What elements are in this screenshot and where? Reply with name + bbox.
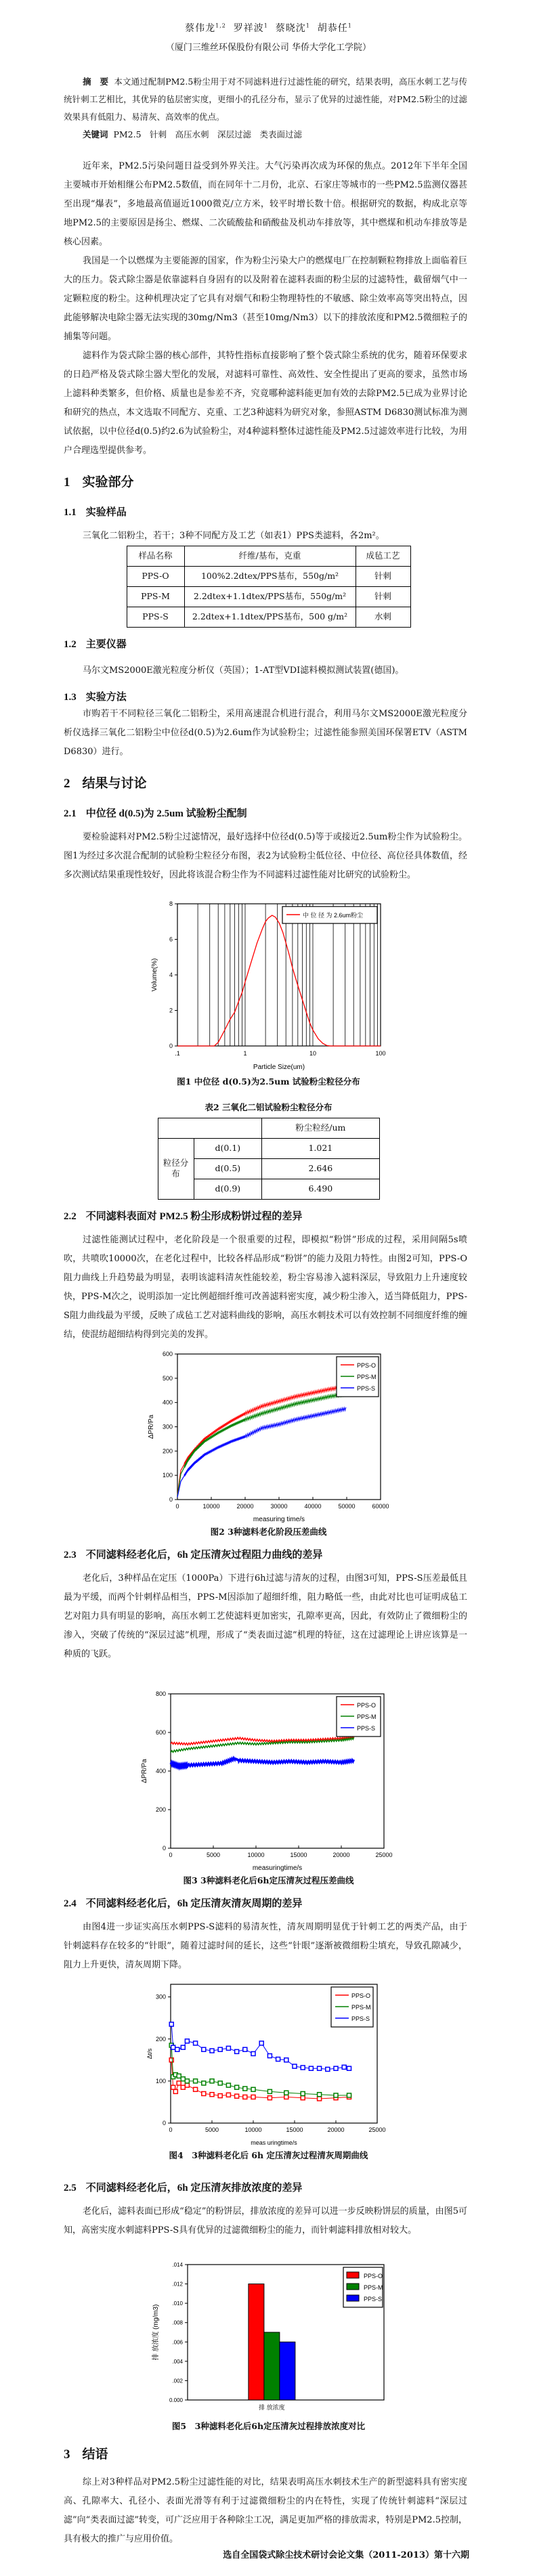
author-affiliation-mark: 1	[347, 22, 352, 28]
legend-label: PPS-M	[351, 2003, 371, 2011]
abstract	[64, 73, 467, 126]
section-2-3-text: 老化后，3种样品在定压（1000Pa）下进行6h过滤与清灰的过程，由图3可知，PPS-S压差最低且最为平缓，而两个针刺样品相当，PPS-M因添加了超细纤维，阻力略低一些，由此对比也可证明成毡工艺对阻力具有明显的影响，高压水刺工艺使滤料更加密实，孔隙率更高，因此，有效防止了微细粉尘的渗入，突破了传统的“深层过滤”机理，形成了“类表面过滤”机理的特征，这在过滤理论上讲应该算是一种质的飞跃。	[64, 1573, 467, 1659]
series-line	[171, 1758, 354, 1767]
section-number: 2.3	[64, 1549, 77, 1560]
data-point	[181, 2045, 185, 2049]
y-tick-label: 500	[162, 1374, 173, 1382]
section-number: 2.2	[64, 1210, 77, 1222]
data-point	[234, 2049, 238, 2053]
data-point	[201, 2091, 205, 2095]
legend-label: PPS-M	[356, 1713, 377, 1720]
y-tick-label: 4	[169, 971, 173, 978]
legend-label: PPS-S	[356, 1384, 375, 1392]
y-axis-label: Δt/s	[146, 2048, 153, 2059]
section-number: 1.2	[64, 638, 77, 650]
author	[185, 23, 226, 34]
table-cell: 针刺	[356, 566, 410, 586]
section-number: 1.1	[64, 506, 77, 518]
y-tick-label: .006	[171, 2338, 183, 2345]
y-tick-label: 300	[155, 1993, 166, 2001]
bar	[248, 2284, 263, 2399]
table-row	[127, 586, 410, 607]
y-tick-label: 0	[169, 1042, 173, 1049]
table-header-row	[127, 546, 410, 566]
x-tick-label: 0	[175, 1502, 179, 1510]
figure-1-caption: 图1 中位径 d(0.5)为2.5um 试验粉尘粒径分布	[177, 1076, 360, 1087]
y-tick-label: 8	[169, 900, 173, 907]
data-point	[226, 2083, 230, 2087]
data-point	[210, 2079, 214, 2083]
y-tick-label: .004	[171, 2358, 183, 2365]
table-cell: 水刺	[356, 607, 410, 627]
section-2-4-text: 由图4进一步证实高压水刺PPS-S滤料的易清灰性，清灰周期明显优于针刺工艺的两类产品，由于针刺滤料存在较多的“针眼”，随着过滤时间的延长，这些“针眼”逐渐被微细粉尘填充，导致孔隙减少，阻力上升更快，清灰周期下降。	[64, 1921, 467, 1970]
y-tick-label: 600	[162, 1350, 173, 1357]
legend-label: PPS-O	[356, 1361, 376, 1369]
series-line	[177, 1393, 346, 1496]
series-line	[171, 2045, 349, 2095]
data-point	[317, 2092, 321, 2096]
data-point	[201, 2047, 205, 2051]
data-point	[334, 2093, 338, 2097]
y-axis-label: 排 放浓度 (mg/m3)	[152, 2304, 160, 2361]
figure-5-caption: 图5 3种滤料老化后6h定压清灰过程排放浓度对比	[171, 2420, 366, 2431]
data-point	[185, 2079, 189, 2083]
abstract-label: 摘 要	[83, 76, 109, 87]
figure-2-caption: 图2 3种滤料老化阶段压差曲线	[210, 1526, 327, 1537]
section-3-text: 综上对3种样品对PM2.5粉尘过滤性能的对比，结果表明高压水刺技术生产的新型滤料具有密实度高、孔隙率大、孔径小、表面光滑等有利于过滤微细粉尘的内在特性，实现了传统针刺滤料“深层过滤”向“类表面过滤”转变，可广泛应用于各种除尘工况，满足更加严格的排放需求，特别是PM2.5控制，具有极大的推广与应用价值。	[64, 2476, 467, 2544]
x-tick-label: 15000	[289, 1851, 307, 1858]
data-point	[234, 2085, 238, 2089]
data-point	[251, 2095, 255, 2099]
section-1-1-text: 三氧化二铝粉尘，若干；3种不同配方及工艺（如表1）PPS类滤料，各2m²。	[83, 530, 385, 541]
intro-paragraph: 我国是一个以燃煤为主要能源的国家，作为粉尘污染大户的燃煤电厂在控制颗粒物排放上面临着巨大的压力。袋式除尘器是依靠滤料自身固有的以及附着在滤料表面的粉尘层的过滤特性，截留烟气中一定颗粒度的粉尘。这种机理决定了它具有对烟气和粉尘物理特性的不敏感、除尘效率高等突出特点，因此能够解决电除尘器无法实现的30mg/Nm3（甚至10mg/Nm3）以下的排放浓度和PM2.5微细粒子的捕集等问题。	[64, 255, 467, 342]
series-line	[177, 915, 381, 1046]
table-header-cell: 纤维/基布，克重	[184, 546, 356, 566]
y-axis-label: ΔPR/Pa	[140, 1758, 148, 1783]
author-affiliation-mark: 1	[263, 22, 268, 28]
author-affiliation-mark: 1	[305, 22, 310, 28]
data-point	[309, 2066, 313, 2070]
legend-label: PPS-S	[356, 1724, 375, 1732]
section-2-5-heading	[64, 2181, 537, 2196]
section-title: 主要仪器	[85, 638, 127, 650]
y-tick-label: 200	[155, 1806, 166, 1813]
x-axis-label: Particle Size(um)	[253, 1063, 305, 1071]
y-tick-label: .010	[171, 2300, 183, 2307]
data-point	[218, 2093, 222, 2097]
data-point	[276, 2057, 280, 2061]
section-title: 结果与讨论	[82, 776, 147, 791]
table-group-label: 粒径分布	[158, 1138, 194, 1199]
legend-label: PPS-S	[363, 2295, 382, 2302]
y-axis-label: Volume(%)	[150, 958, 158, 992]
data-point	[226, 2093, 230, 2097]
y-tick-label: .008	[171, 2319, 183, 2326]
section-title: 不同滤料经老化后，6h 定压清灰清灰周期的差异	[85, 1898, 303, 1909]
data-point	[251, 2051, 255, 2055]
table-row	[158, 1138, 379, 1158]
data-point	[267, 2089, 272, 2093]
table-row	[127, 607, 410, 627]
y-tick-label: 2	[169, 1007, 173, 1014]
table-header-cell: 粉尘粒经/um	[262, 1118, 379, 1138]
section-number: 1	[64, 475, 70, 489]
section-title: 结语	[82, 2447, 108, 2462]
x-tick-label: 20000	[236, 1502, 254, 1510]
x-tick-label: 1	[242, 1049, 247, 1057]
data-point	[181, 2076, 185, 2080]
data-point	[234, 2094, 238, 2098]
table-cell: 2.646	[262, 1158, 379, 1179]
x-axis-label: measuringtime/s	[252, 1864, 302, 1872]
data-point	[218, 2047, 222, 2051]
section-number: 2.4	[64, 1898, 77, 1909]
legend-swatch	[347, 2272, 359, 2278]
data-point	[317, 2066, 321, 2070]
data-point	[267, 2053, 272, 2057]
section-title: 实验部分	[82, 475, 134, 489]
table-row	[127, 566, 410, 586]
y-tick-label: 0.000	[169, 2397, 183, 2403]
x-tick-label: 25000	[368, 2126, 386, 2133]
y-tick-label: .014	[171, 2261, 183, 2268]
section-title: 不同滤料表面对 PM2.5 粉尘形成粉饼过程的差异	[85, 1210, 303, 1222]
table-cell: 100%2.2dtex/PPS基布，550g/m²	[184, 566, 356, 586]
table-cell: PPS-M	[127, 586, 184, 607]
plot-frame	[177, 904, 381, 1046]
data-point	[201, 2081, 205, 2085]
section-title: 中位径 d(0.5)为 2.5um 试验粉尘配制	[85, 808, 247, 819]
x-tick-label: 20000	[326, 2126, 345, 2133]
y-tick-label: 6	[169, 936, 173, 943]
legend-label: PPS-M	[356, 1373, 377, 1380]
section-title: 不同滤料经老化后，6h 定压清灰过程阻力曲线的差异	[85, 1549, 323, 1560]
y-tick-label: 300	[162, 1423, 173, 1431]
table-cell: 针刺	[356, 586, 410, 607]
keywords-label: 关键词	[83, 129, 108, 139]
y-tick-label: .012	[171, 2281, 183, 2288]
series-line	[177, 1407, 346, 1497]
y-tick-label: 400	[155, 1767, 166, 1774]
data-point	[193, 2079, 197, 2083]
table-cell: 2.2dtex+1.1dtex/PPS基布，550g/m²	[184, 586, 356, 607]
section-number: 2	[64, 776, 70, 791]
section-2-2-text: 过滤性能测试过程中，老化阶段是一个很重要的过程，即模拟“粉饼”形成的过程，采用间隔5s喷吹，共喷吹10000次，在老化过程中，比较各样品形成“粉饼”的能力及阻力特性。由图2可知，PPS-O阻力曲线上升趋势最为明显，表明该滤料清灰性能较差，粉尘容易渗入滤料深层，导致阻力上升速度较快，PPS-M次之，说明添加一定比例超细纤维可改善滤料密实度，减少粉尘渗入，适当降低阻力，PPS-S阻力曲线最为平缓，反映了成毡工艺对滤料曲线的影响，高压水刺技术可以有效控制不同细度纤维的缠结，使混纺超细结构得到完美的发挥。	[64, 1234, 467, 1340]
table-cell: 1.021	[262, 1138, 379, 1158]
source-footer: 选自全国袋式除尘技术研讨会论文集（2011-2013）第十六期	[223, 2550, 469, 2560]
section-title: 实验样品	[85, 506, 127, 518]
author	[234, 23, 268, 34]
table-header-cell	[158, 1118, 262, 1138]
data-point	[177, 2081, 181, 2085]
data-point	[185, 2039, 189, 2043]
data-point	[181, 2085, 185, 2089]
y-tick-label: 100	[155, 2077, 166, 2084]
section-2-heading	[64, 775, 537, 793]
table-header-cell: 样品名称	[127, 546, 184, 566]
x-tick-label: 5000	[205, 2126, 219, 2133]
legend-label: PPS-M	[363, 2284, 383, 2291]
y-tick-label: 600	[155, 1728, 166, 1736]
section-number: 2.1	[64, 808, 77, 819]
series-line	[171, 2059, 349, 2098]
data-point	[325, 2067, 329, 2071]
author	[276, 23, 310, 34]
series-line	[171, 2024, 349, 2069]
table-2	[158, 1118, 380, 1200]
data-point	[301, 2091, 305, 2095]
x-tick-label: 15000	[285, 2126, 303, 2133]
y-tick-label: 100	[162, 1471, 173, 1479]
y-tick-label: 0	[162, 1844, 166, 1852]
data-point	[301, 2095, 305, 2099]
data-point	[334, 2066, 338, 2070]
x-axis-label: measuring time/s	[253, 1515, 305, 1523]
section-3-heading	[64, 2446, 537, 2464]
section-1-2-heading	[64, 637, 537, 652]
author-name: 蔡伟龙	[185, 22, 216, 34]
author-name: 蔡晓沈	[275, 22, 306, 34]
x-tick-label: .1	[174, 1049, 180, 1057]
legend-label: PPS-O	[351, 1992, 370, 1999]
y-tick-label: 200	[155, 2035, 166, 2043]
data-point	[175, 2047, 179, 2051]
section-2-3-heading	[64, 1548, 537, 1563]
table-cell: 2.2dtex+1.1dtex/PPS基布，500 g/m²	[184, 607, 356, 627]
data-point	[173, 2089, 177, 2093]
section-2-1-heading	[64, 806, 537, 821]
y-tick-label: 400	[162, 1399, 173, 1406]
y-axis-label: ΔPR/Pa	[147, 1414, 155, 1439]
section-1-2-text: 马尔文MS2000E激光粒度分析仪（英国）；1-AT型VDI滤料模拟测试装置(德国)。	[83, 665, 404, 676]
section-1-3-text: 市购若干不同粒径三氧化二铝粉尘，采用高速混合机进行混合，利用马尔文MS2000E激光粒度分析仪选择三氧化二铝粉尘中位径d(0.5)为2.6um作为试验粉尘；过滤性能参照美国环保署ETV（ASTM D6830）进行。	[64, 708, 467, 757]
x-tick-label: 20000	[332, 1851, 350, 1858]
data-point	[226, 2046, 230, 2050]
data-point	[177, 2074, 181, 2078]
section-2-4-heading	[64, 1896, 537, 1911]
affiliation: （厦门三维丝环保股份有限公司 华侨大学化工学院）	[165, 42, 372, 53]
figure-3-chart	[137, 1688, 401, 1875]
data-point	[193, 2041, 197, 2045]
data-point	[171, 2045, 175, 2049]
data-point	[342, 2065, 346, 2069]
x-tick-label: 10000	[244, 2126, 262, 2133]
table-2-caption: 表2 三氧化二铝试验粉尘粒径分布	[205, 1101, 332, 1112]
x-tick-label: 10	[309, 1049, 316, 1057]
data-point	[185, 2083, 189, 2087]
table-cell: 6.490	[262, 1179, 379, 1199]
data-point	[169, 2022, 173, 2026]
data-point	[242, 2047, 246, 2051]
x-tick-label: 0	[168, 2126, 173, 2133]
x-tick-label: 5000	[206, 1851, 220, 1858]
section-2-5-text: 老化后，滤料表面已形成“稳定”的粉饼层，排放浓度的差异可以进一步反映粉饼层的质量，由图5可知，高密实度水刺滤料PPS-S具有优异的过滤微细粉尘的能力，而针刺滤料排放相对较大。	[64, 2206, 467, 2235]
abstract-text: 本文通过配制PM2.5粉尘用于对不同滤料进行过滤性能的研究，结果表明，高压水刺工艺与传统针刺工艺相比，其优异的毡层密实度，更细小的孔径分布，显示了优异的过滤性能，对PM2.5粉尘的过滤效果具有低阻力、易清灰、高效率的优点。	[64, 76, 467, 122]
data-point	[218, 2081, 222, 2085]
y-tick-label: 800	[155, 1690, 166, 1697]
figure-2-chart	[144, 1349, 394, 1526]
data-point	[317, 2097, 321, 2101]
section-number: 2.5	[64, 2182, 77, 2193]
data-point	[242, 2087, 246, 2091]
data-point	[259, 2041, 263, 2045]
data-point	[193, 2087, 197, 2091]
section-2-1-text: 要检验滤料对PM2.5粉尘过滤情况，最好选择中位径d(0.5)等于或接近2.5um粉尘作为试验粉尘。图1为经过多次混合配制的试验粉尘粒径分布图，表2为试验粉尘低位径、中位径、高位径具体数值，经多次测试结果重现性较好，因此将该混合粉尘作为不同滤料过滤性能对比研究的试验粉尘。	[64, 831, 467, 880]
data-point	[347, 2066, 351, 2070]
x-tick-label: 50000	[337, 1502, 356, 1510]
table-cell: d(0.5)	[194, 1158, 262, 1179]
author-affiliation-mark: 1,2	[215, 22, 226, 28]
x-category-label: 排 放浓度	[258, 2403, 285, 2411]
data-point	[251, 2087, 255, 2091]
bar	[263, 2332, 279, 2400]
table-header-row	[158, 1118, 379, 1138]
table-cell: PPS-S	[127, 607, 184, 627]
legend-label: PPS-S	[351, 2015, 370, 2022]
section-number: 1.3	[64, 691, 77, 703]
x-tick-label: 0	[168, 1851, 173, 1858]
data-point	[210, 2092, 214, 2096]
table-cell: PPS-O	[127, 566, 184, 586]
section-number: 3	[64, 2447, 70, 2462]
figure-4-chart	[144, 1979, 394, 2149]
author-name: 胡恭任	[317, 22, 348, 34]
author	[318, 23, 352, 34]
intro-paragraph: 近年来，PM2.5污染问题日益受到外界关注。大气污染再次成为环保的焦点。2012年下半年全国主要城市开始相继公布PM2.5数值，而在同年十二月份，北京、石家庄等城市的一些PM2.5监测仪器甚至出现“爆表”，多地最高值逼近1000微克/立方米，较平时增长数十倍。根据研究的数据，构成北京等地PM2.5的主要原因是扬尘、燃煤、二次硫酸盐和硝酸盐及机动车排放等，其中燃煤和机动车排放等是核心因素。	[64, 160, 467, 247]
y-tick-label: 0	[162, 2119, 166, 2126]
data-point	[284, 2091, 288, 2095]
section-2-2-heading	[64, 1209, 537, 1224]
legend-label: PPS-O	[363, 2272, 383, 2279]
x-tick-label: 25000	[374, 1851, 393, 1858]
keywords-text: PM2.5 针刺 高压水刺 深层过滤 类表面过滤	[113, 129, 303, 139]
x-tick-label: 10000	[246, 1851, 265, 1858]
legend-label: PPS-O	[356, 1701, 376, 1709]
x-tick-label: 40000	[303, 1502, 322, 1510]
figure-3-caption: 图3 3种滤料老化后6h定压清灰过程压差曲线	[183, 1875, 354, 1885]
series-line	[177, 1385, 346, 1494]
table-1	[127, 546, 411, 628]
data-point	[284, 2057, 288, 2061]
legend-swatch	[347, 2284, 359, 2290]
table-cell: d(0.1)	[194, 1138, 262, 1158]
authors	[0, 0, 537, 35]
x-tick-label: 30000	[270, 1502, 288, 1510]
figure-4-caption: 图4 3种滤料老化后 6h 定压清灰过程清灰周期曲线	[169, 2149, 368, 2160]
table-cell: d(0.9)	[194, 1179, 262, 1199]
x-tick-label: 10000	[202, 1502, 220, 1510]
keywords	[64, 126, 467, 144]
bar	[279, 2342, 295, 2400]
section-1-3-heading	[64, 690, 537, 705]
x-tick-label: 100	[374, 1049, 386, 1057]
section-1-1-heading	[64, 505, 537, 520]
data-point	[284, 2095, 288, 2099]
figure-1-chart	[147, 898, 391, 1076]
section-title: 不同滤料经老化后，6h 定压清灰排放浓度的差异	[85, 2182, 303, 2193]
data-point	[210, 2049, 214, 2053]
x-tick-label: 60000	[371, 1502, 389, 1510]
x-axis-label: meas uringtime/s	[250, 2139, 297, 2146]
data-point	[267, 2095, 272, 2099]
intro-paragraph: 滤料作为袋式除尘器的核心部件，其特性指标直接影响了整个袋式除尘系统的优劣，随着环保要求的日趋严格及袋式除尘器大型化的发展，对滤料可靠性、高效性、安全性提出了更高的要求，虽然市场上滤料种类繁多，但价格、质量也是参差不齐，究竟哪种滤料能更加有效的去除PM2.5已成为业界讨论和研究的热点，本文选取不同配方、克重、工艺3种滤料为研究对象，参照ASTM D6830测试标准为测试依据，以中位径d(0.5)约2.6为试验粉尘，对4种滤料整体过滤性能及PM2.5过滤效率进行比较，为用户合理选型提供参考。	[64, 350, 467, 456]
author-name: 罗祥波	[233, 22, 264, 34]
data-point	[293, 2064, 297, 2068]
legend-swatch	[347, 2295, 359, 2301]
section-1-heading	[64, 474, 537, 492]
legend-label: 中 位 径 为 2.6um粉尘	[302, 911, 363, 919]
data-point	[347, 2093, 351, 2097]
data-point	[301, 2066, 305, 2070]
section-title: 实验方法	[85, 691, 127, 703]
y-tick-label: 0	[169, 1496, 173, 1503]
data-point	[171, 2085, 175, 2089]
y-tick-label: .002	[171, 2378, 183, 2384]
table-header-cell: 成毡工艺	[356, 546, 410, 566]
figure-5-chart	[147, 2259, 391, 2416]
data-point	[169, 2057, 173, 2061]
data-point	[242, 2095, 246, 2099]
y-tick-label: 200	[162, 1447, 173, 1454]
